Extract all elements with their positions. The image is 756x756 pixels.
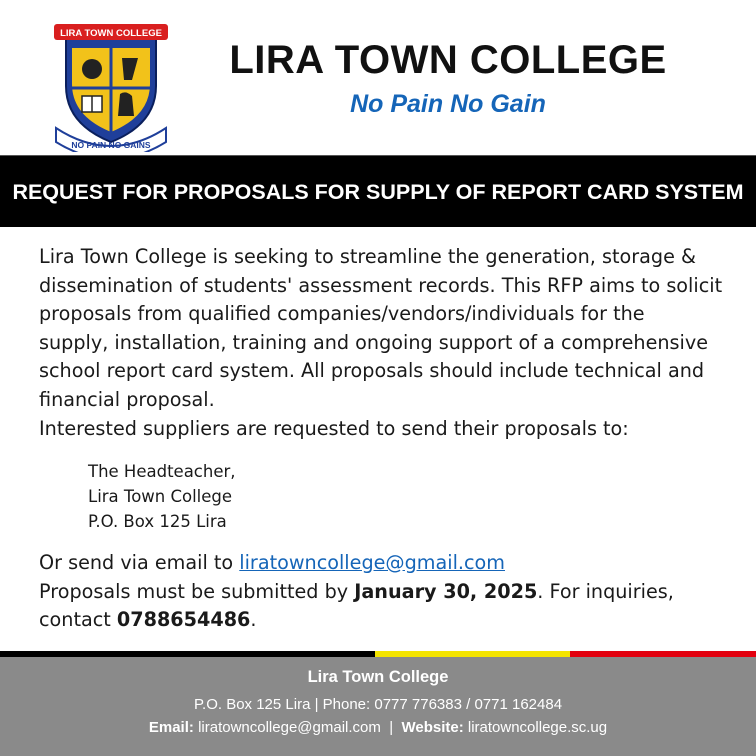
footer-school-name: Lira Town College [307,668,449,686]
logo-banner-text: LIRA TOWN COLLEGE [60,28,162,39]
body-line: financial proposal. [39,387,215,411]
address-line: P.O. Box 125 Lira [88,512,227,531]
footer-email[interactable]: liratowncollege@gmail.com [198,719,381,736]
email-line [39,549,674,578]
footer-contact-line [0,718,756,737]
deadline-line [39,578,674,607]
body-line: school report card system. All proposals should include technical and [39,359,705,383]
contact-prefix: contact [39,608,117,632]
email-link[interactable]: liratowncollege@gmail.com [239,551,505,574]
mailing-address [88,459,236,534]
body-line: Interested suppliers are requested to send their proposals to: [39,416,629,440]
school-motto: No Pain No Gain [350,90,546,118]
deadline-suffix: . For inquiries, [537,579,674,603]
address-line: The Headteacher, [88,462,236,481]
school-name: LIRA TOWN COLLEGE [229,38,667,82]
rfp-body [39,243,739,443]
deadline-prefix: Proposals must be submitted by [39,579,355,603]
rfp-title: REQUEST FOR PROPOSALS FOR SUPPLY OF REPORT CARD SYSTEM [12,180,744,204]
footer-separator: | [389,719,394,736]
title-bar [0,155,756,227]
deadline-date: January 30, 2025 [354,579,538,603]
contact-section [39,549,674,635]
body-line: Lira Town College is seeking to streamline the generation, storage & [39,245,696,268]
email-prefix: Or send via email to [39,551,240,574]
body-line: dissemination of students' assessment records. This RFP aims to solicit [39,273,723,297]
footer-website-label: Website: [401,719,464,736]
body-line: proposals from qualified companies/vendors/individuals for the [39,302,645,326]
school-crest-logo [52,24,170,152]
footer [0,657,756,756]
footer-website[interactable]: liratowncollege.sc.ug [467,719,608,736]
logo-motto-text: NO PAIN NO GAINS [71,140,151,150]
contact-phone: 0788654486 [116,608,251,632]
phone-line [39,606,674,635]
body-line: supply, installation, training and ongoing support of a comprehensive [39,330,709,354]
footer-address-phone: P.O. Box 125 Lira | Phone: 0777 776383 / 0771 162484 [193,696,563,713]
contact-suffix: . [250,608,257,632]
address-line: Lira Town College [88,487,233,506]
footer-email-label: Email: [148,719,194,736]
